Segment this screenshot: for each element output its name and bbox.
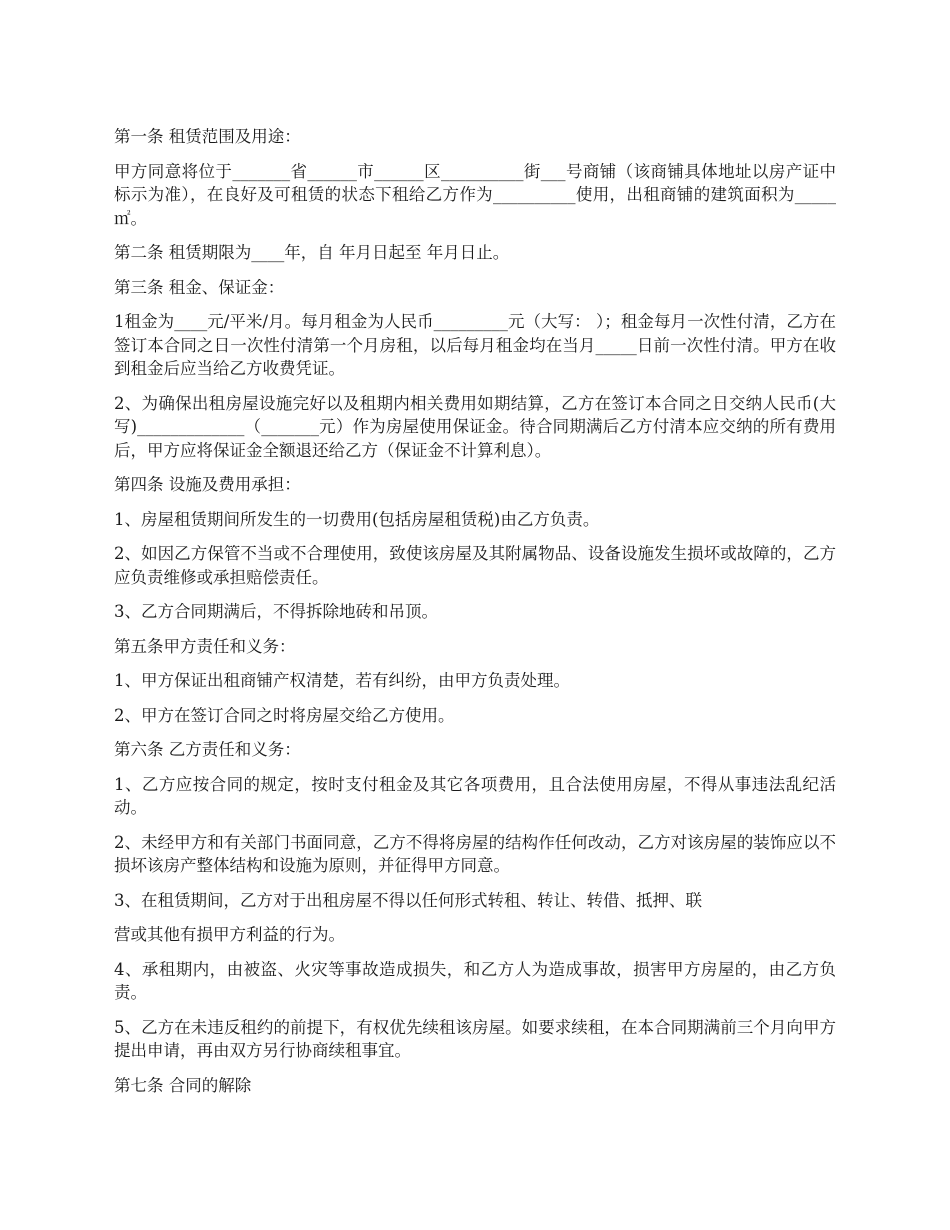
paragraph-deposit: 2、为确保出租房屋设施完好以及租期内相关费用如期结算，乙方在签订本合同之日交纳人民币(大写)_____________（_______元）作为房屋使用保证金。待合同期满后乙方付清本应交纳的所有费用后，甲方应将保证金全额退还给乙方（保证金不计算利息）。 bbox=[114, 393, 836, 460]
section-heading-5: 第五条甲方责任和义务： bbox=[114, 636, 296, 656]
paragraph-damage: 2、如因乙方保管不当或不合理使用，致使该房屋及其附属物品、设备设施发生损坏或故障的，乙方应负责维修或承担赔偿责任。 bbox=[114, 544, 836, 587]
paragraph-renewal: 5、乙方在未违反租约的前提下，有权优先续租该房屋。如要求续租，在本合同期满前三个月向甲方提出申请，再由双方另行协商续租事宜。 bbox=[114, 1017, 836, 1060]
section-heading-4: 第四条 设施及费用承担： bbox=[114, 475, 301, 494]
section-heading-6: 第六条 乙方责任和义务： bbox=[114, 740, 301, 759]
section-heading-2: 第二条 租赁期限为____年，自 年月日起至 年月日止。 bbox=[114, 243, 510, 262]
section-heading-1: 第一条 租赁范围及用途： bbox=[114, 127, 301, 146]
section-heading-3: 第三条 租金、保证金： bbox=[114, 277, 285, 297]
paragraph-fees: 1、房屋租赁期间所发生的一切费用(包括房屋租赁税)由乙方负责。 bbox=[114, 509, 600, 529]
paragraph-rent: 1租金为____元/平米/月。每月租金为人民币_________元（大写： ）；租金每月一次性付清，乙方在签订本合同之日一次性付清第一个月房租，以后每月租金均在当月_____日前一次性付清。甲方在收到租金后应当给乙方收费凭证。 bbox=[114, 312, 836, 378]
section-heading-7: 第七条 合同的解除 bbox=[114, 1075, 252, 1095]
paragraph-fixtures: 3、乙方合同期满后，不得拆除地砖和吊顶。 bbox=[114, 602, 438, 621]
paragraph-premises: 甲方同意将位于_______省______市______区__________街___号商铺（该商铺具体地址以房产证中标示为准），在良好及可租赁的状态下租给乙方作为__________使用，出租商铺的建筑面积为_____㎡。 bbox=[114, 161, 836, 228]
paragraph-sublet-cont: 营或其他有损甲方利益的行为。 bbox=[114, 925, 345, 944]
paragraph-sublet: 3、在租赁期间，乙方对于出租房屋不得以任何形式转租、转让、转借、抵押、联 bbox=[114, 890, 702, 910]
paragraph-alterations: 2、未经甲方和有关部门书面同意，乙方不得将房屋的结构作任何改动，乙方对该房屋的装饰应以不损坏该房产整体结构和设施为原则，并征得甲方同意。 bbox=[114, 832, 836, 875]
paragraph-liability: 4、承租期内，由被盗、火灾等事故造成损失，和乙方人为造成事故，损害甲方房屋的，由乙方负责。 bbox=[114, 959, 836, 1002]
paragraph-lawful-use: 1、乙方应按合同的规定，按时支付租金及其它各项费用，且合法使用房屋，不得从事违法乱纪活动。 bbox=[114, 774, 836, 817]
paragraph-title-clear: 1、甲方保证出租商铺产权清楚，若有纠纷，由甲方负责处理。 bbox=[114, 671, 570, 690]
contract-page bbox=[114, 125, 836, 1108]
paragraph-handover: 2、甲方在签订合同之时将房屋交给乙方使用。 bbox=[114, 705, 455, 725]
